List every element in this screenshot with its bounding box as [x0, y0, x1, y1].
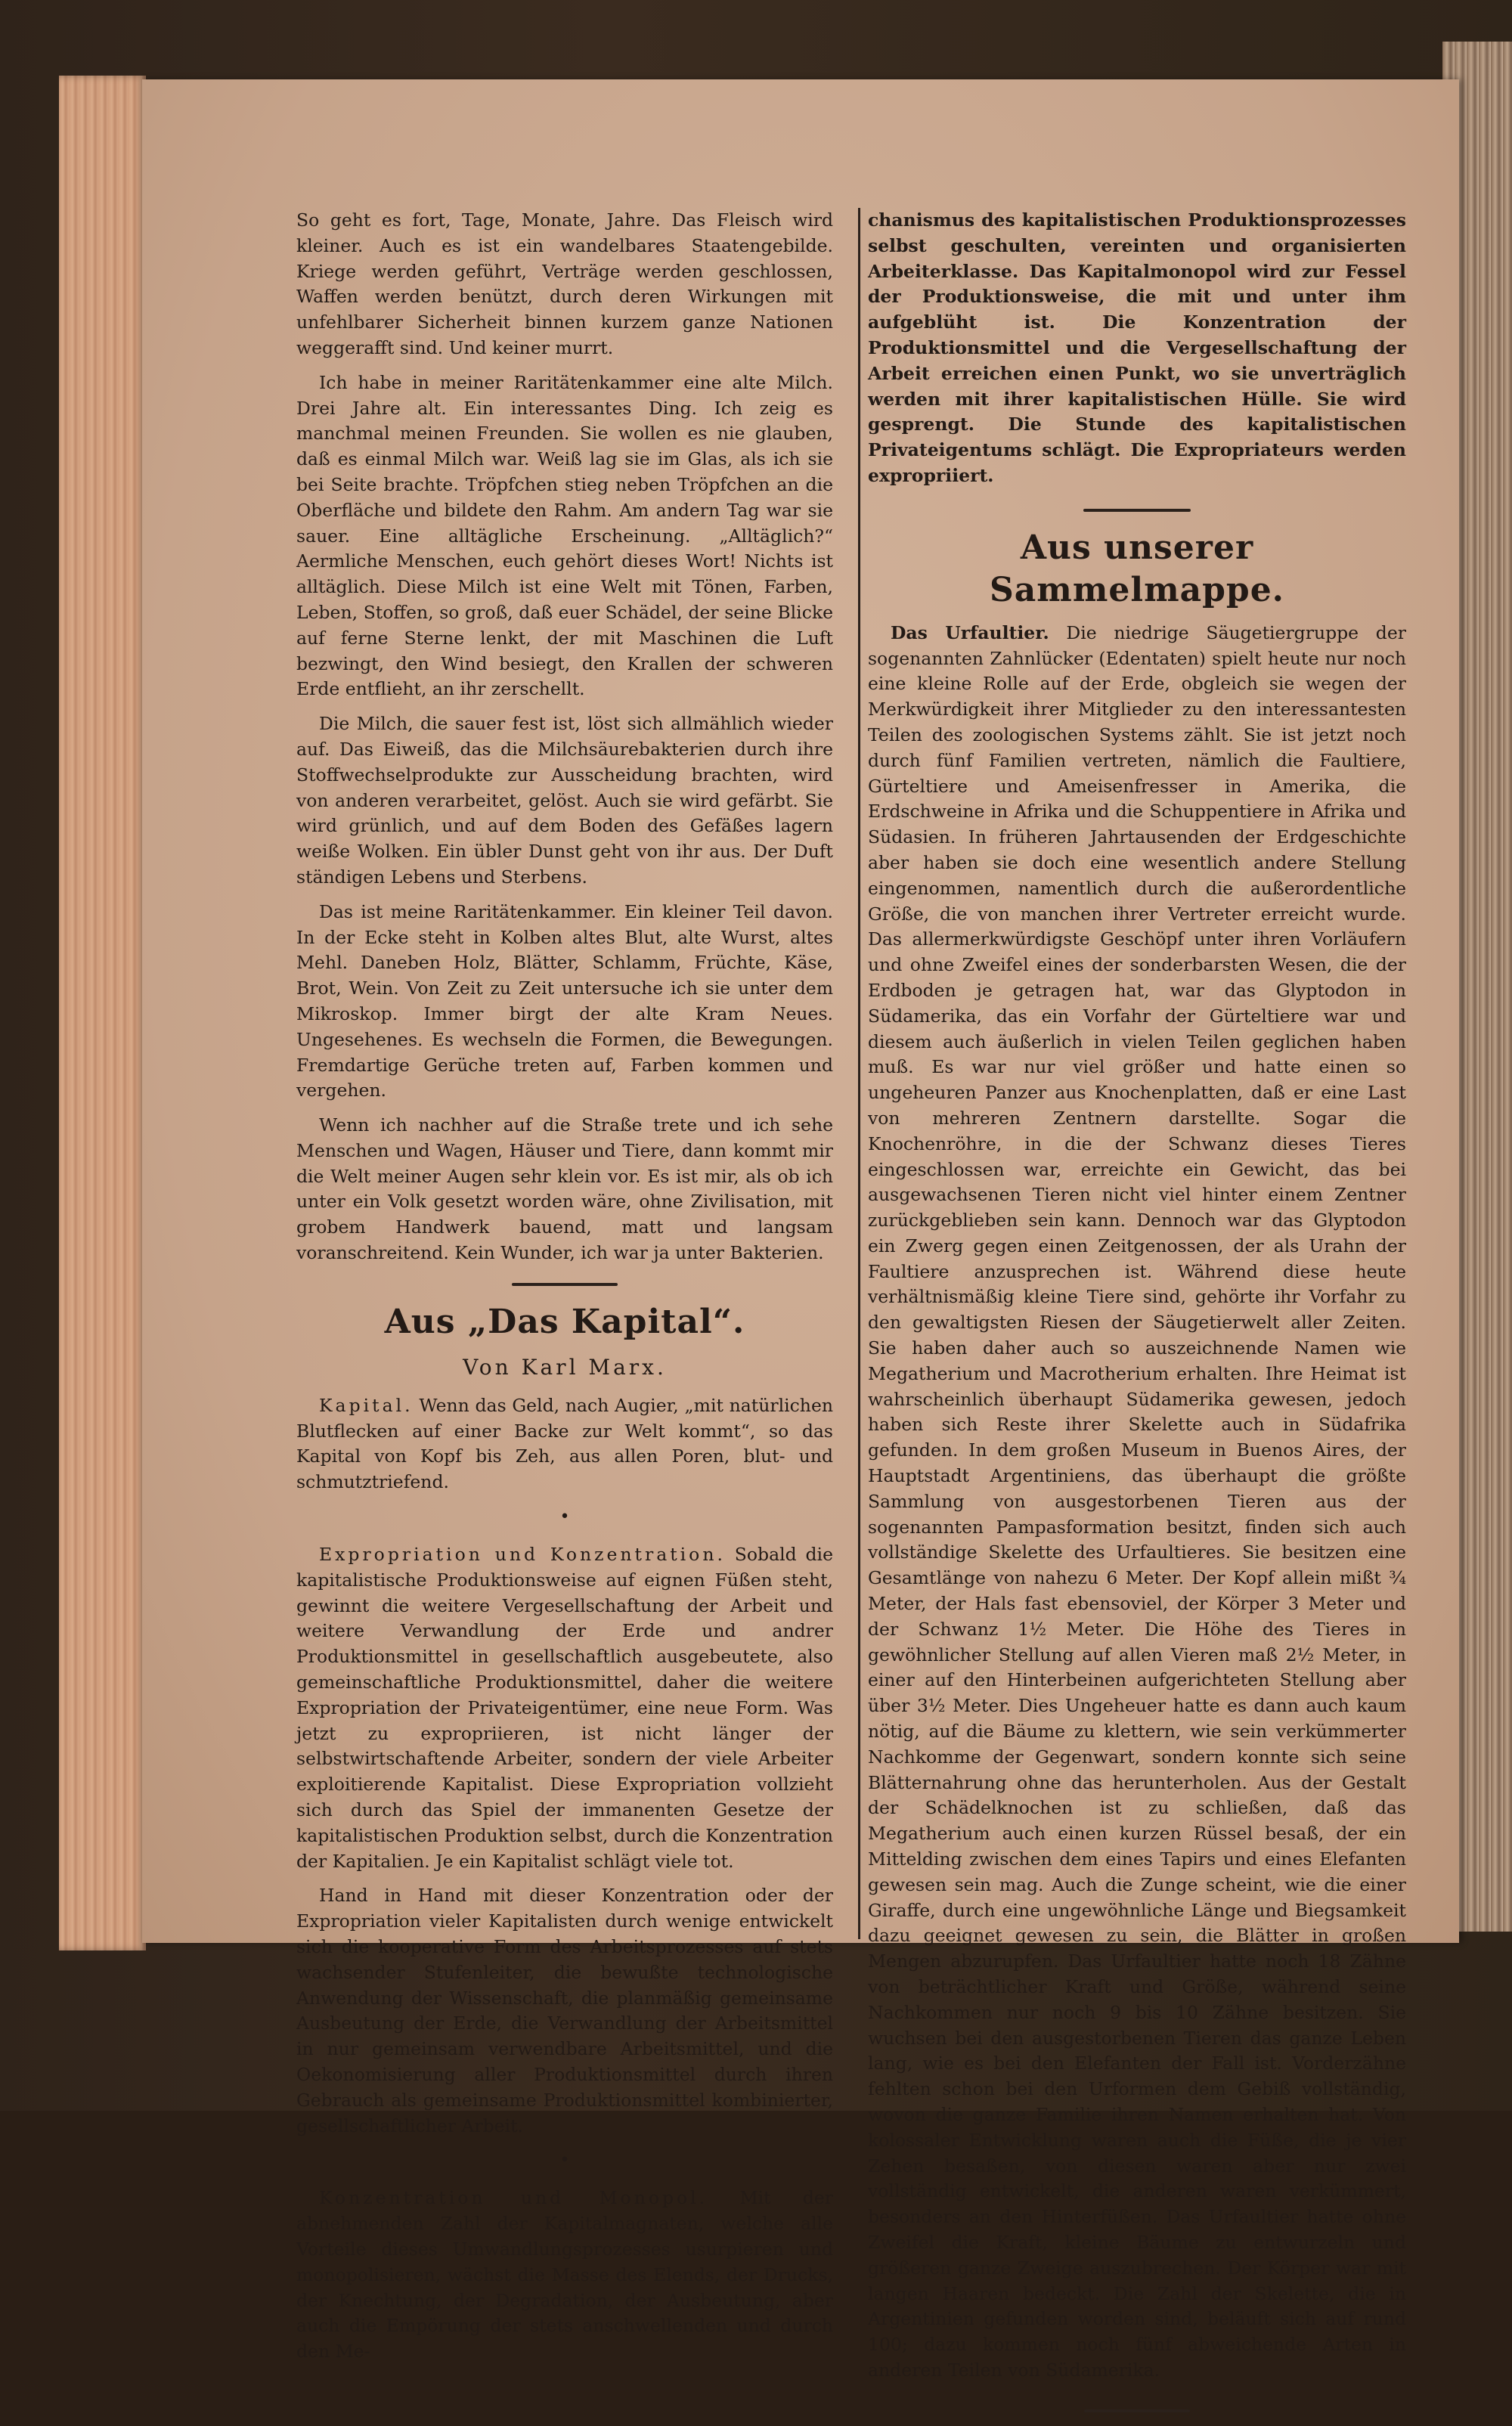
paragraph-so-geht-es-fort: So geht es fort, Tage, Monate, Jahre. Das Fleisch wird kleiner. Auch es ist ein wandelbares Staatengebilde. Kriege werden geführt, Verträge werden geschlossen, Waffen werden benützt, durch deren Wirkungen mit unfehlbarer Sicherheit binnen kurzem ganze Nationen weggerafft sind. Und keiner murrt.	[296, 209, 833, 358]
paragraph-mechanismus: chanismus des kapitalistischen Produktionsprozesses selbst geschulten, vereinten und organisierten Arbeiterklasse. Das Kapitalmonopol wird zur Fessel der Produktionsweise, die mit und unter ihm aufgeblüht ist. Die Konzentration der Produktionsmittel und die Vergesellschaftung der Arbeit erreichen einen Punkt, wo sie unverträglich werden mit ihrer kapitalistischen Hülle. Sie wird gesprengt. Die Stunde des kapitalistischen Privateigentums schlägt. Die Expropriateurs werden expropriiert.	[868, 209, 1406, 486]
paragraph-raritaetenkammer: Ich habe in meiner Raritätenkammer eine alte Milch. Drei Jahre alt. Ein interessantes Ding. Ich zeig es manchmal meinen Freunden. Sie wollen es nie glauben, daß es einmal Milch war. Weiß lag sie im Glas, als ich sie bei Seite brachte. Tröpfchen stieg neben Tröpfchen an die Oberfläche und bildete den Rahm. Am andern Tag war sie sauer. Eine alltägliche Erscheinung. „Alltäglich?“ Aermliche Menschen, euch gehört dieses Wort! Nichts ist alltäglich. Diese Milch ist eine Welt mit Tönen, Farben, Leben, Stoffen, so groß, daß euer Schädel, der seine Blicke auf ferne Sterne lenkt, der mit Maschinen die Luft bezwingt, den Wind besiegt, den Krallen der schweren Erde entflieht, an ihr zerschellt.	[296, 371, 833, 700]
article-heading-das-kapital: Aus „Das Kapital“.	[384, 1302, 745, 1341]
separator-bullet: •	[559, 2151, 570, 2170]
separator-bullet: •	[559, 1507, 570, 1527]
paragraph-kapital	[296, 1393, 833, 1495]
section-rule	[512, 1283, 618, 1286]
paragraph-strasse: Wenn ich nachher auf die Straße trete und ich sehe Menschen und Wagen, Häuser und Tiere, dann kommt mir die Welt meiner Augen sehr klein vor. Es ist mir, als ob ich unter ein Volk gesetzt worden wäre, ohne Zivilisation, mit grobem Handwerk bauend, matt und langsam voranschreitend. Kein Wunder, ich war ja unter Bakterien.	[296, 1114, 833, 1264]
paragraph-konzentration-monopol	[296, 2186, 833, 2365]
text-kapital: Wenn das Geld, nach Augier, „mit natürlichen Blutflecken auf einer Backe zur Welt kommt“, so das Kapital von Kopf bis Zeh, aus allen Poren, blut- und schmutztriefend.	[296, 1394, 833, 1493]
left-column	[296, 208, 833, 2374]
paragraph-hand-in-hand: Hand in Hand mit dieser Konzentration oder der Expropriation vieler Kapitalisten durch wenige entwickelt sich die kooperative Form des Arbeitsprozesses auf stets wachsender Stufenleiter, die bewußte technologische Anwendung der Wissenschaft, die planmäßig gemeinsame Ausbeutung der Erde, die Verwandlung der Arbeitsmittel in nur gemeinsam verwendbare Arbeitsmittel, und die Oekonomisierung aller Produktionsmittel durch ihren Gebrauch als gemeinsame Produktionsmittel kombinierter, gesellschaftlicher Arbeit.	[296, 1885, 833, 2136]
paragraph-milch-sauer: Die Milch, die sauer fest ist, löst sich allmählich wieder auf. Das Eiweiß, das die Milchsäurebakterien durch ihre Stoffwechselprodukte zur Ausscheidung brachten, wird von anderen verarbeitet, gelöst. Auch sie wird gefärbt. Sie wird grünlich, und auf dem Boden des Gefäßes lagern weiße Wolken. Ein übler Dunst geht von ihr aus. Der Duft ständigen Lebens und Sterbens.	[296, 713, 833, 888]
run-in-label-expropriation: Expropriation und Konzentration.	[319, 1544, 726, 1566]
article-heading-sammelmappe: Aus unserer Sammelmappe.	[989, 528, 1285, 609]
text-urfaultier: Die niedrige Säugetiergruppe der sogenannten Zahnlücker (Edentaten) spielt heute nur noch eine kleine Rolle auf der Erde, obgleich sie wegen der Merkwürdigkeit ihrer Mitglieder zu den interessantesten Teilen des zoologischen Systems zählt. Sie ist jetzt noch durch fünf Familien vertreten, nämlich die Faultiere, Gürteltiere und Ameisenfresser in Amerika, die Erdschweine in Afrika und die Schuppentiere in Afrika und Südasien. In früheren Jahrtausenden der Erdgeschichte aber haben sie doch eine wesentlich andere Stellung eingenommen, namentlich durch die außerordentliche Größe, die von manchen ihrer Vertreter erreicht wurde. Das allermerkwürdigste Geschöpf unter ihren Vorläufern und ohne Zweifel eines der sonderbarsten Wesen, die der Erdboden je getragen hat, war das Glyptodon in Südamerika, das ein Vorfahr der Gürteltiere war und diesem auch äußerlich in vielen Teilen geglichen haben muß. Es war nur viel größer und hatte einen so ungeheuren Panzer aus Knochenplatten, daß er eine Last von mehreren Zentnern darstellte. Sogar die Knochenröhre, in die der Schwanz dieses Tieres eingeschlossen war, erreichte ein Gewicht, das bei ausgewachsenen Tieren nicht viel hinter einem Zentner zurückgeblieben sein kann. Dennoch war das Glyptodon ein Zwerg gegen einen Zeitgenossen, der als Urahn der Faultiere anzusprechen ist. Während diese heute verhältnismäßig kleine Tiere sind, gehörte ihr Vorfahr zu den gewaltigsten Riesen der Säugetierwelt aller Zeiten. Sie haben daher auch so auszeichnende Namen wie Megatherium und Macrotherium erhalten. Ihre Heimat ist wahrscheinlich überhaupt Südamerika gewesen, jedoch haben sich Reste ihrer Skelette auch in Südafrika gefunden. In dem großen Museum in Buenos Aires, der Hauptstadt Argentiniens, das überhaupt die größte Sammlung von ausgestorbenen Tieren aus der sogenannten Pampasformation besitzt, finden sich auch vollständige Skelette des Urfaultieres. Sie besitzen eine Gesamtlänge von nahezu 6 Meter. Der Kopf allein mißt ¾ Meter, der Hals fast ebensoviel, der Körper 3 Meter und der Schwanz 1½ Meter. Die Höhe des Tieres in gewöhnlicher Stellung auf allen Vieren maß 2½ Meter, in einer auf den Hinterbeinen aufgerichteten Stellung aber über 3½ Meter. Dies Ungeheuer hatte es dann auch kaum nötig, auf die Bäume zu klettern, wie sein verkümmerter Nachkomme der Gegenwart, sondern konnte sich seine Blätternahrung ohne das herunterholen. Aus der Gestalt der Schädelknochen ist zu schließen, daß das Megatherium auch einen kurzen Rüssel besaß, der ein Mittelding zwischen dem eines Tapirs und eines Elefanten gewesen sein mag. Auch die Zunge scheint, wie die einer Giraffe, durch eine ungewöhnliche Länge und Biegsamkeit dazu geeignet gewesen zu sein, die Blätter in großen Mengen abzurupfen. Das Urfaultier hatte noch 18 Zähne von beträchtlicher Kraft und Größe, während seine Nachkommen nur noch 9 bis 10 Zähne besitzen. Sie wuchsen bei den ausgestorbenen Tieren das ganze Leben lang, wie es bei den Elefanten der Fall ist. Vorderzähne fehlten schon bei den Urformen dem Gebiß vollständig, wovon die ganze Familie ihren Namen erhalten hat. Von kolossaler Entwicklung waren auch die Füße, die je vier Zehen besaßen, von diesen waren aber nur zwei vollständig entwickelt, die anderen waren verkümmert, besonders an den Hinterfüßen. Das Urfaultier hatte ohne Zweifel die Kraft, kleine Bäume zu entwurzeln und größeren ganze Zweige auszubrechen. Der Körper war mit langen Haaren bedeckt. Die Zahl der Skelette, die in Argentinien gefunden worden sind, beläuft sich auf rund 100; dazu kommen noch fünf abweichende Arten in anderen Teilen von Südamerika.	[868, 621, 1406, 2381]
text-expropriation: Sobald die kapitalistische Produktionsweise auf eignen Füßen steht, gewinnt die weitere Vergesellschaftung der Arbeit und weitere Verwandlung der Erde und andrer Produktionsmittel in gesellschaftlich ausgebeutete, also gemeinschaftliche Produktionsmittel, daher die weitere Expropriation der Privateigentümer, eine neue Form. Was jetzt zu expropriieren, ist nicht länger der selbstwirtschaftende Arbeiter, sondern der viele Arbeiter exploitierende Kapitalist. Diese Expropriation vollzieht sich durch das Spiel der immanenten Gesetze der kapitalistischen Produktion selbst, durch die Konzentration der Kapitalien. Je ein Kapitalist schlägt viele tot.	[296, 1544, 833, 1872]
section-rule	[1083, 509, 1191, 512]
column-divider	[858, 208, 860, 1939]
run-in-label-urfaultier: Das Urfaultier.	[891, 621, 1049, 643]
paragraph-expropriation	[296, 1542, 833, 1874]
run-in-label-konzentration: Konzentration und Monopol.	[319, 2187, 708, 2209]
text-konzentration: Mit der abnehmenden Zahl der Kapitalmagnaten, welche alle Vorteile dieses Umwandlungsprozesses usurpieren und monopolisieren, wächst die Masse des Elends, der Drucks, der Knechtung, der Degradation, der Ausbeutung, aber auch die Empörung der stets anschwellenden und durch den Me-	[296, 2187, 833, 2362]
paragraph-meine-raritaetenkammer: Das ist meine Raritätenkammer. Ein kleiner Teil davon. In der Ecke steht in Kolben altes Blut, alte Wurst, altes Mehl. Daneben Holz, Blätter, Schlamm, Früchte, Käse, Brot, Wein. Von Zeit zu Zeit untersuche ich sie unter dem Mikroskop. Immer birgt der alte Kram Neues. Ungesehenes. Es wechseln die Formen, die Bewegungen. Fremdartige Gerüche treten auf, Farben kommen und vergehen.	[296, 900, 833, 1101]
run-in-label-kapital: Kapital.	[319, 1394, 414, 1416]
right-column	[868, 208, 1406, 2426]
book-page-edges	[59, 76, 146, 1950]
article-byline: Von Karl Marx.	[463, 1354, 667, 1380]
end-rule	[1084, 2409, 1190, 2412]
paragraph-urfaultier	[868, 621, 1406, 2384]
